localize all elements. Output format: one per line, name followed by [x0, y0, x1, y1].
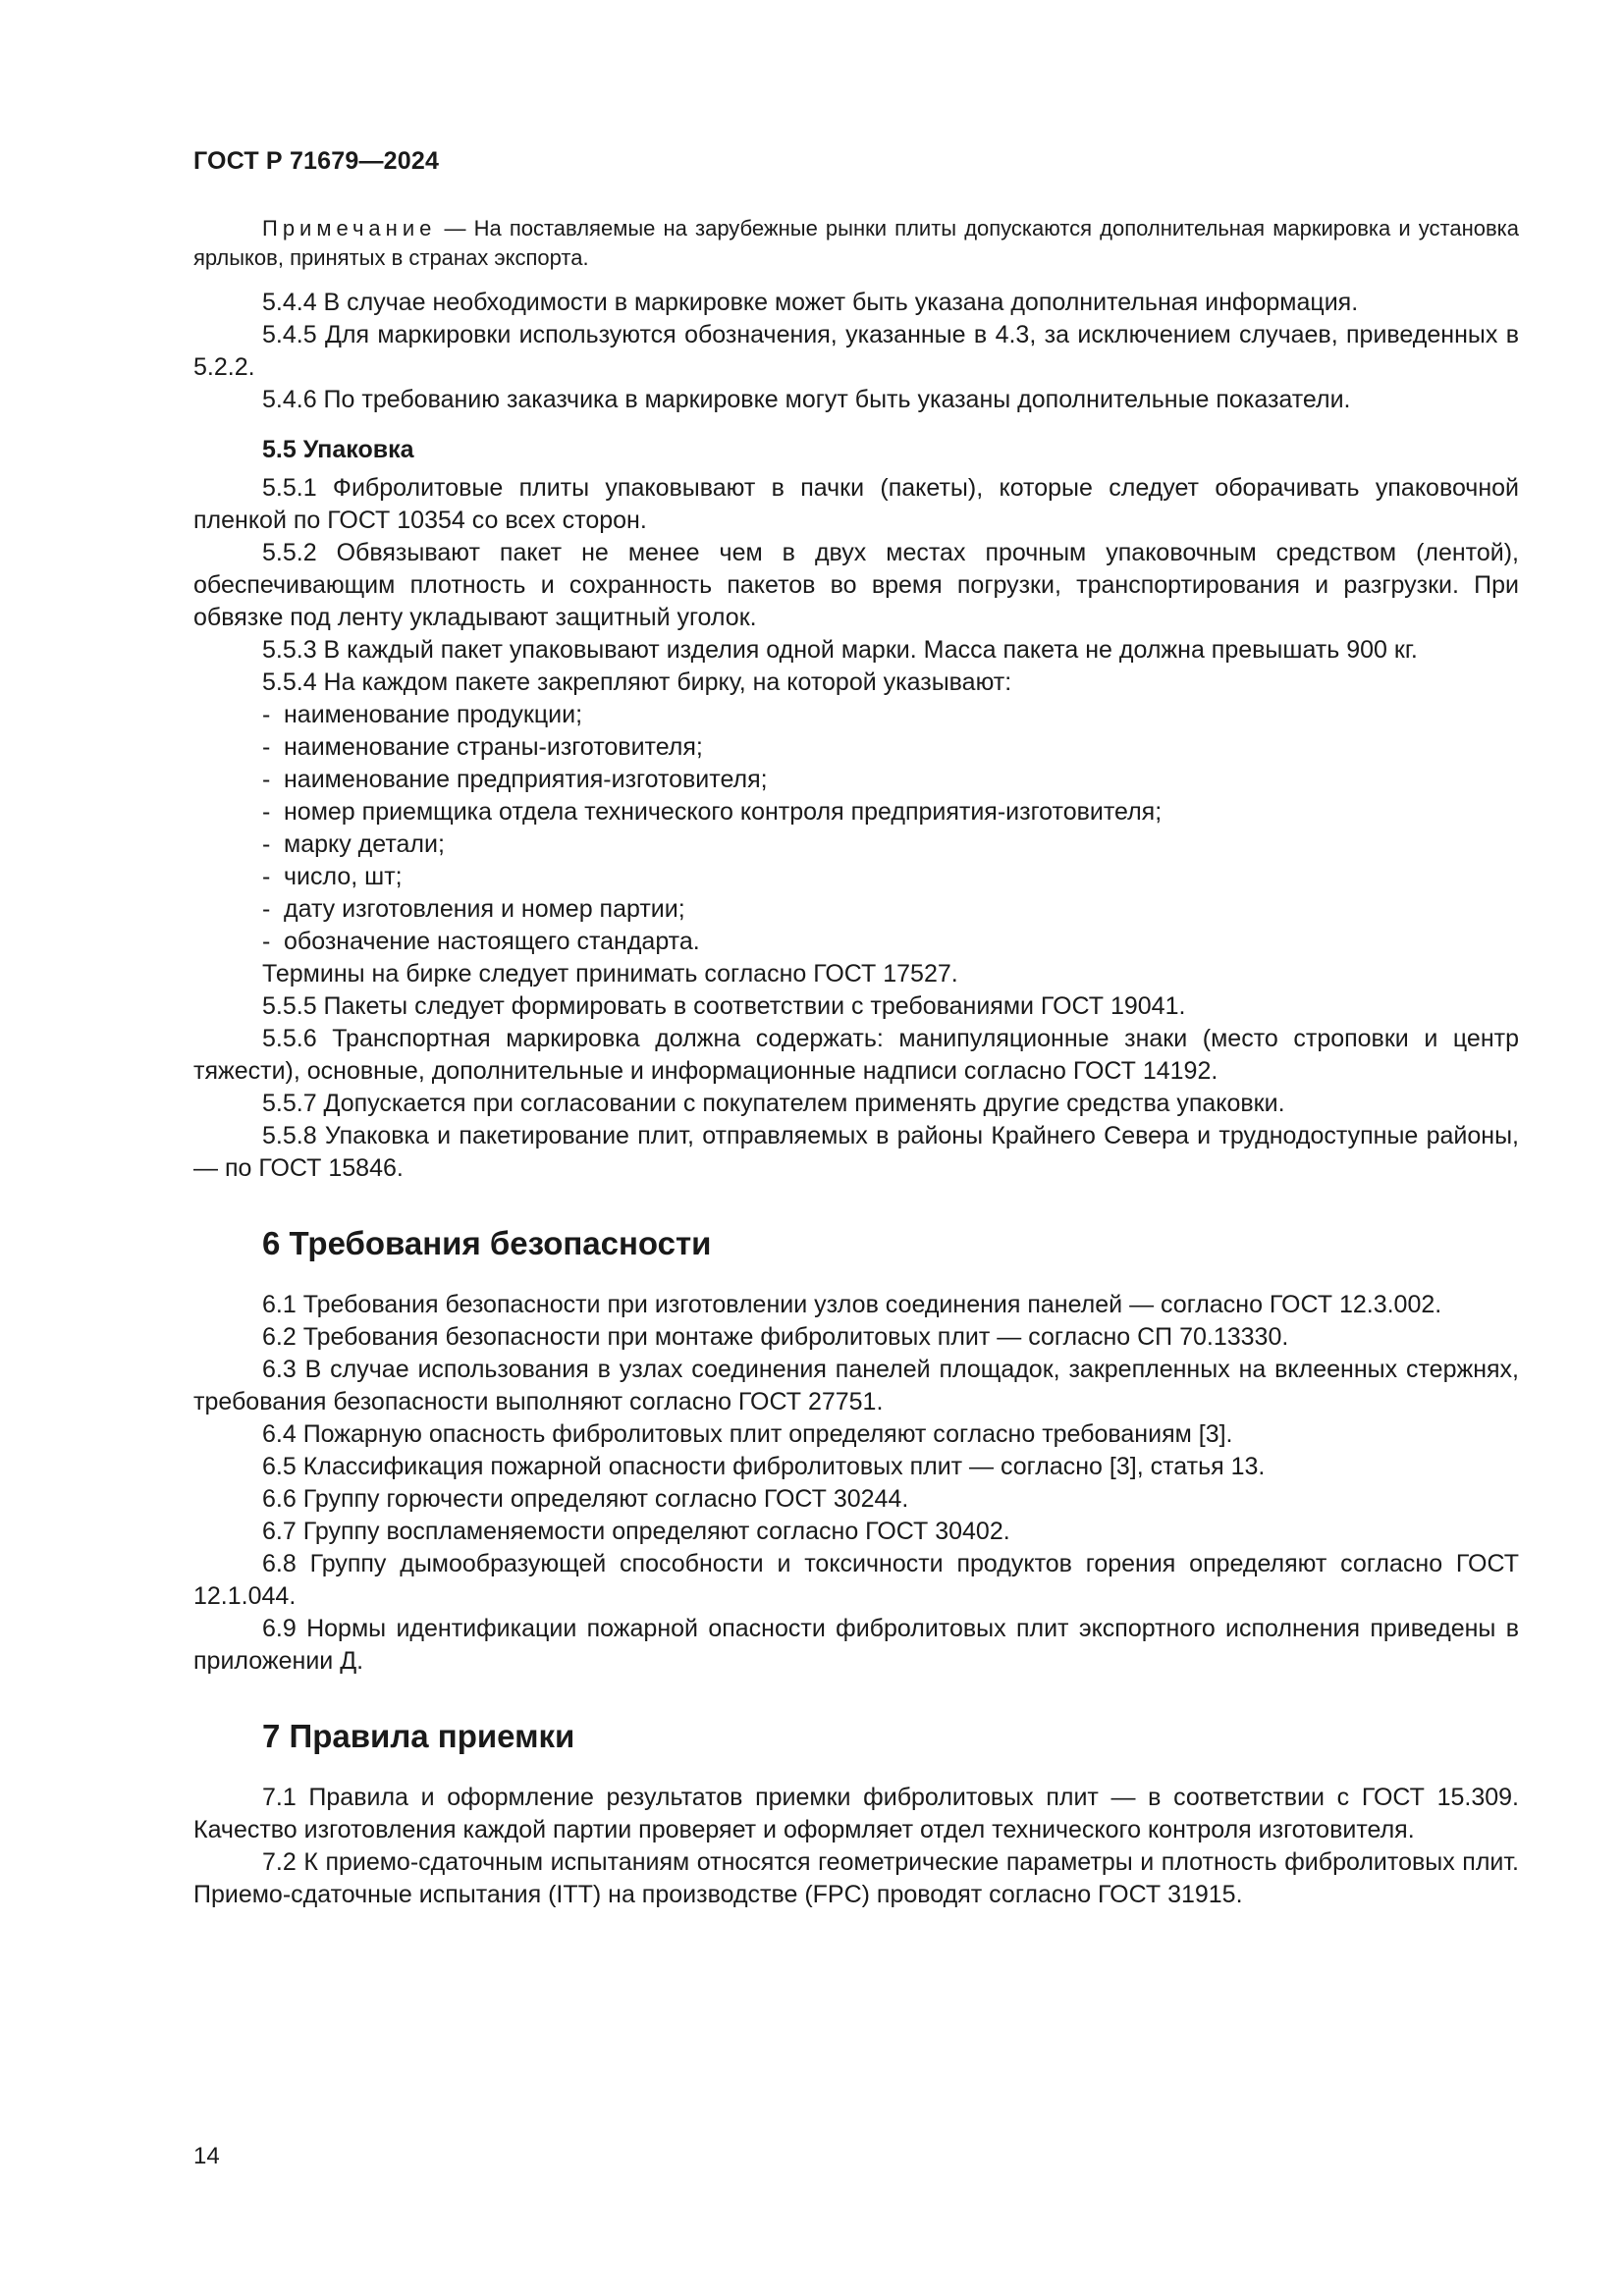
list-item	[262, 796, 1519, 828]
clause-5-5-4: 5.5.4 На каждом пакете закрепляют бирку, на которой указывают:	[262, 668, 1012, 696]
section-heading-7: 7 Правила приемки	[262, 1718, 575, 1754]
clause-6-2: 6.2 Требования безопасности при монтаже фибролитовых плит — согласно СП 70.13330.	[262, 1323, 1289, 1351]
list-dash: -	[262, 928, 271, 955]
clause-5-5-3: 5.5.3 В каждый пакет упаковывают изделия одной марки. Масса пакета не должна превышать 900 кг.	[262, 636, 1418, 664]
clause-5-4-6: 5.4.6 По требованию заказчика в маркировке могут быть указаны дополнительные показатели.	[262, 386, 1351, 413]
subsection-heading-5-5: 5.5 Упаковка	[262, 436, 414, 463]
note-text: — На поставляемые на зарубежные рынки плиты допускаются дополнительная маркировка и установка ярлыков, принятых в странах экспорта.	[193, 216, 1519, 270]
list-item-text: наименование продукции;	[284, 701, 583, 728]
list-item-text: дату изготовления и номер партии;	[284, 895, 685, 923]
page-number: 14	[193, 2143, 220, 2169]
list-dash: -	[262, 701, 271, 728]
list-item	[262, 699, 1519, 731]
clause-5-5-8: 5.5.8 Упаковка и пакетирование плит, отправляемых в районы Крайнего Севера и труднодоступные районы, — по ГОСТ 15846.	[193, 1122, 1519, 1182]
list-dash: -	[262, 733, 271, 761]
clause-6-6: 6.6 Группу горючести определяют согласно ГОСТ 30244.	[262, 1485, 909, 1513]
list-dash: -	[262, 895, 271, 923]
terms-paragraph: Термины на бирке следует принимать согласно ГОСТ 17527.	[262, 960, 958, 988]
list-item-text: наименование страны-изготовителя;	[284, 733, 703, 761]
clause-6-4: 6.4 Пожарную опасность фибролитовых плит определяют согласно требованиям [3].	[262, 1420, 1233, 1448]
clause-5-4-5: 5.4.5 Для маркировки используются обозначения, указанные в 4.3, за исключением случаев, приведенных в 5.2.2.	[193, 321, 1519, 381]
clause-6-5: 6.5 Классификация пожарной опасности фибролитовых плит — согласно [3], статья 13.	[262, 1453, 1266, 1480]
clause-5-5-6: 5.5.6 Транспортная маркировка должна содержать: манипуляционные знаки (место строповки и центр тяжести), основные, дополнительные и информационные надписи согласно ГОСТ 14192.	[193, 1025, 1519, 1085]
list-dash: -	[262, 766, 271, 793]
document-body	[193, 214, 1519, 1911]
clause-5-5-7: 5.5.7 Допускается при согласовании с покупателем применять другие средства упаковки.	[262, 1090, 1285, 1117]
clause-6-8: 6.8 Группу дымообразующей способности и токсичности продуктов горения определяют согласно ГОСТ 12.1.044.	[193, 1550, 1519, 1610]
list-item	[262, 926, 1519, 958]
list-item-text: наименование предприятия-изготовителя;	[284, 766, 768, 793]
list-item	[262, 764, 1519, 796]
list-item-text: число, шт;	[284, 863, 403, 890]
list-item-text: номер приемщика отдела технического контроля предприятия-изготовителя;	[284, 798, 1163, 826]
document-header: ГОСТ Р 71679—2024	[193, 147, 440, 175]
clause-7-2: 7.2 К приемо-сдаточным испытаниям относятся геометрические параметры и плотность фибролитовых плит. Приемо-сдаточные испытания (ITT) на производстве (FPC) проводят согласно ГОСТ 31915.	[193, 1848, 1519, 1908]
section-heading-6: 6 Требования безопасности	[262, 1225, 712, 1261]
clause-6-1: 6.1 Требования безопасности при изготовлении узлов соединения панелей — согласно ГОСТ 12.3.002.	[262, 1291, 1442, 1318]
clause-5-5-2: 5.5.2 Обвязывают пакет не менее чем в двух местах прочным упаковочным средством (лентой), обеспечивающим плотность и сохранность пакетов во время погрузки, транспортирования и разгрузки. При обвязке под ленту укладывают защитный уголок.	[193, 539, 1519, 631]
clause-5-4-4: 5.4.4 В случае необходимости в маркировке может быть указана дополнительная информация.	[262, 289, 1359, 316]
clause-6-9: 6.9 Нормы идентификации пожарной опасности фибролитовых плит экспортного исполнения приведены в приложении Д.	[193, 1615, 1519, 1675]
clause-5-5-1: 5.5.1 Фибролитовые плиты упаковывают в пачки (пакеты), которые следует оборачивать упаковочной пленкой по ГОСТ 10354 со всех сторон.	[193, 474, 1519, 534]
list-item	[262, 828, 1519, 861]
clause-5-5-5: 5.5.5 Пакеты следует формировать в соответствии с требованиями ГОСТ 19041.	[262, 992, 1186, 1020]
clause-7-1: 7.1 Правила и оформление результатов приемки фибролитовых плит — в соответствии с ГОСТ 15.309. Качество изготовления каждой партии проверяет и оформляет отдел технического контроля изготовителя.	[193, 1784, 1519, 1843]
list-item	[262, 893, 1519, 926]
note-label: Примечание	[262, 216, 437, 240]
list-dash: -	[262, 863, 271, 890]
list-item	[262, 731, 1519, 764]
list-dash: -	[262, 798, 271, 826]
clause-6-3: 6.3 В случае использования в узлах соединения панелей площадок, закрепленных на вклеенных стержнях, требования безопасности выполняют согласно ГОСТ 27751.	[193, 1356, 1519, 1415]
clause-6-7: 6.7 Группу воспламеняемости определяют согласно ГОСТ 30402.	[262, 1518, 1010, 1545]
list-item-text: обозначение настоящего стандарта.	[284, 928, 700, 955]
list-item-text: марку детали;	[284, 830, 445, 858]
note-paragraph	[193, 214, 1519, 273]
list-dash: -	[262, 830, 271, 858]
list-item	[262, 861, 1519, 893]
